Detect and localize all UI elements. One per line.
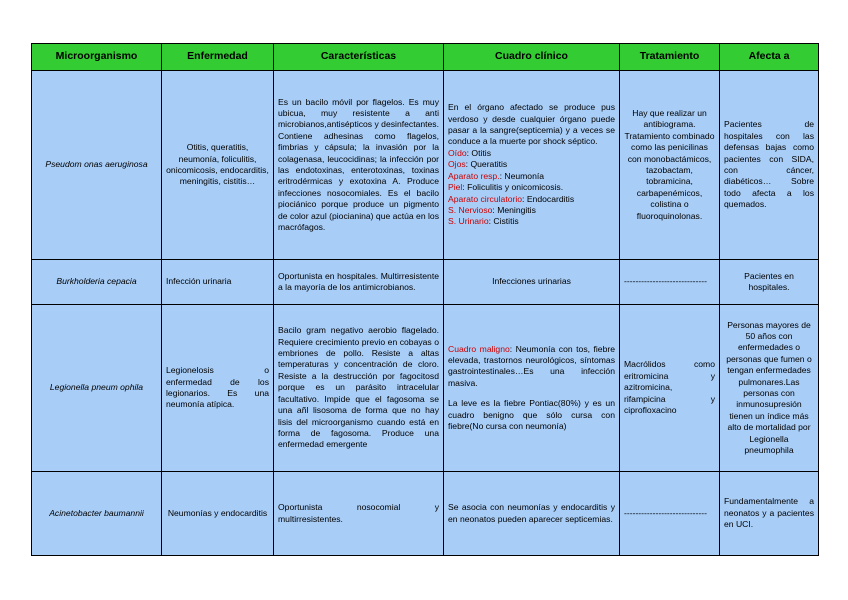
cell-tratamiento: Hay que realizar un antibiograma. Tratamiento combinado como las penicilinas con monobactámicos, tazobactam, tobramicina, carbapenémicos, colistina o fluoroquinolonas. bbox=[620, 71, 720, 260]
cell-cuadro-clinico: Infecciones urinarias bbox=[444, 260, 620, 305]
cuadro-item bbox=[448, 148, 615, 159]
cell-enfermedad: Legionelosis o enfermedad de los legionarios. Es una neumonía atípica. bbox=[162, 305, 274, 472]
cuadro-item-label: S. Nervioso bbox=[448, 204, 493, 215]
cuadro-item-label: Oído bbox=[448, 147, 467, 158]
cell-tratamiento: ----------------------------- bbox=[620, 260, 720, 305]
cell-caracteristicas: Es un bacilo móvil por flagelos. Es muy ubicua, muy resistente a anti microbianos,antisépticos y desinfectantes. Contiene adhesinas como flagelos, fimbrias y cápsula; la invasión por la colagenasa, leucocidinas; la infección por las endotoxinas, enterotoxinas, toxinas eritrodérmicas y exotoxina A. Produce infecciones nosocomiales. Es el bacilo piociánico porque produce un pigmento de color azul (piocianina) que actúa en los macrófagos. bbox=[274, 71, 444, 260]
cell-caracteristicas: Oportunista nosocomial y multirresistentes. bbox=[274, 472, 444, 556]
cell-enfermedad: Neumonías y endocarditis bbox=[162, 472, 274, 556]
header-row bbox=[32, 44, 819, 71]
cuadro-paragraph bbox=[448, 344, 615, 390]
cell-microorganismo: Burkholderia cepacia bbox=[32, 260, 162, 305]
cuadro-item-text: : Meningitis bbox=[492, 204, 536, 215]
cuadro-text: : Neumonía con tos, fiebre elevada, trastornos neurológicos, síntomas gastrointestinales…Es una infección masiva. bbox=[448, 343, 615, 388]
table-row bbox=[32, 260, 819, 305]
cuadro-label: Cuadro maligno bbox=[448, 343, 510, 354]
cell-enfermedad: Infección urinaria bbox=[162, 260, 274, 305]
cell-enfermedad: Otitis, queratitis, neumonía, foliculitis, onicomicosis, endocarditis, meningitis, cistitis… bbox=[162, 71, 274, 260]
header-cuadro-clinico: Cuadro clínico bbox=[444, 44, 620, 71]
cell-caracteristicas: Oportunista en hospitales. Multirresistente a la mayoría de los antimicrobianos. bbox=[274, 260, 444, 305]
cuadro-intro: En el órgano afectado se produce pus verdoso y desde cualquier órgano puede pasar a la sangre(septicemia) y a veces se conduce a la muerte por shock séptico. bbox=[448, 102, 615, 147]
cell-caracteristicas: Bacilo gram negativo aerobio flagelado. Requiere crecimiento previo en cobayas o embriones de pollo. Resiste a altas temperaturas y concentración de cloro. Resiste a la destrucción por fagocitosd porque es un parásito intracelular facultativo. Impide que el fagosoma se una añl lisosoma de forma que no hay lisis del microorganismo cuando está en forma de fagosoma. Produce una enfermedad emergente bbox=[274, 305, 444, 472]
header-enfermedad: Enfermedad bbox=[162, 44, 274, 71]
header-microorganismo: Microorganismo bbox=[32, 44, 162, 71]
cuadro-item bbox=[448, 159, 615, 170]
table-row bbox=[32, 71, 819, 260]
cuadro-item-text: : Cistitis bbox=[488, 216, 519, 227]
cuadro-item-label: S. Urinario bbox=[448, 216, 489, 227]
header-tratamiento: Tratamiento bbox=[620, 44, 720, 71]
header-afecta-a: Afecta a bbox=[720, 44, 819, 71]
cuadro-item-label: Aparato circulatorio bbox=[448, 193, 523, 204]
microorganism-table bbox=[31, 43, 819, 556]
cell-microorganismo: Legionella pneum ophila bbox=[32, 305, 162, 472]
cuadro-item-text: : Queratitis bbox=[465, 159, 508, 170]
cell-cuadro-clinico bbox=[444, 71, 620, 260]
cuadro-item-text: : Foliculitis y onicomicosis. bbox=[462, 182, 564, 193]
table-row bbox=[32, 305, 819, 472]
cuadro-paragraph: La leve es la fiebre Pontiac(80%) y es un cuadro benigno que sólo cursa con fiebre(No cursa con neumonía) bbox=[448, 398, 615, 432]
cell-microorganismo: Pseudom onas aeruginosa bbox=[32, 71, 162, 260]
cell-cuadro-clinico bbox=[444, 305, 620, 472]
cell-afecta-a: Pacientes de hospitales con las defensas bajas como pacientes con SIDA, con cáncer, diabéticos… Sobre todo afecta a los quemados. bbox=[720, 71, 819, 260]
cell-afecta-a: Fundamentalmente a neonatos y a pacientes en UCI. bbox=[720, 472, 819, 556]
cuadro-item bbox=[448, 171, 615, 182]
cell-tratamiento: Macrólidos como eritromicina y azitromicina, rifampicina y ciprofloxacino bbox=[620, 305, 720, 472]
cuadro-item-text: : Neumonía bbox=[499, 170, 545, 181]
cell-cuadro-clinico: Se asocia con neumonías y endocarditis y en neonatos pueden aparecer septicemias. bbox=[444, 472, 620, 556]
table-row bbox=[32, 472, 819, 556]
cell-microorganismo: Acinetobacter baumannii bbox=[32, 472, 162, 556]
cuadro-item-text: : Endocarditis bbox=[522, 193, 575, 204]
cuadro-item bbox=[448, 194, 615, 205]
cell-afecta-a: Pacientes en hospitales. bbox=[720, 260, 819, 305]
cuadro-item-label: Piel bbox=[448, 182, 463, 193]
header-caracteristicas: Características bbox=[274, 44, 444, 71]
cuadro-item-text: : Otitis bbox=[466, 147, 491, 158]
cell-tratamiento: ----------------------------- bbox=[620, 472, 720, 556]
cuadro-item-label: Ojos bbox=[448, 159, 466, 170]
cuadro-item bbox=[448, 182, 615, 193]
cell-afecta-a: Personas mayores de 50 años con enfermedades o personas que fumen o tengan enfermedades pulmonares.Las personas con inmunosupresión tienen un índice más alto de mortalidad por Legionella pneumophila bbox=[720, 305, 819, 472]
cuadro-item bbox=[448, 216, 615, 227]
cuadro-item bbox=[448, 205, 615, 216]
cuadro-item-label: Aparato resp. bbox=[448, 170, 500, 181]
